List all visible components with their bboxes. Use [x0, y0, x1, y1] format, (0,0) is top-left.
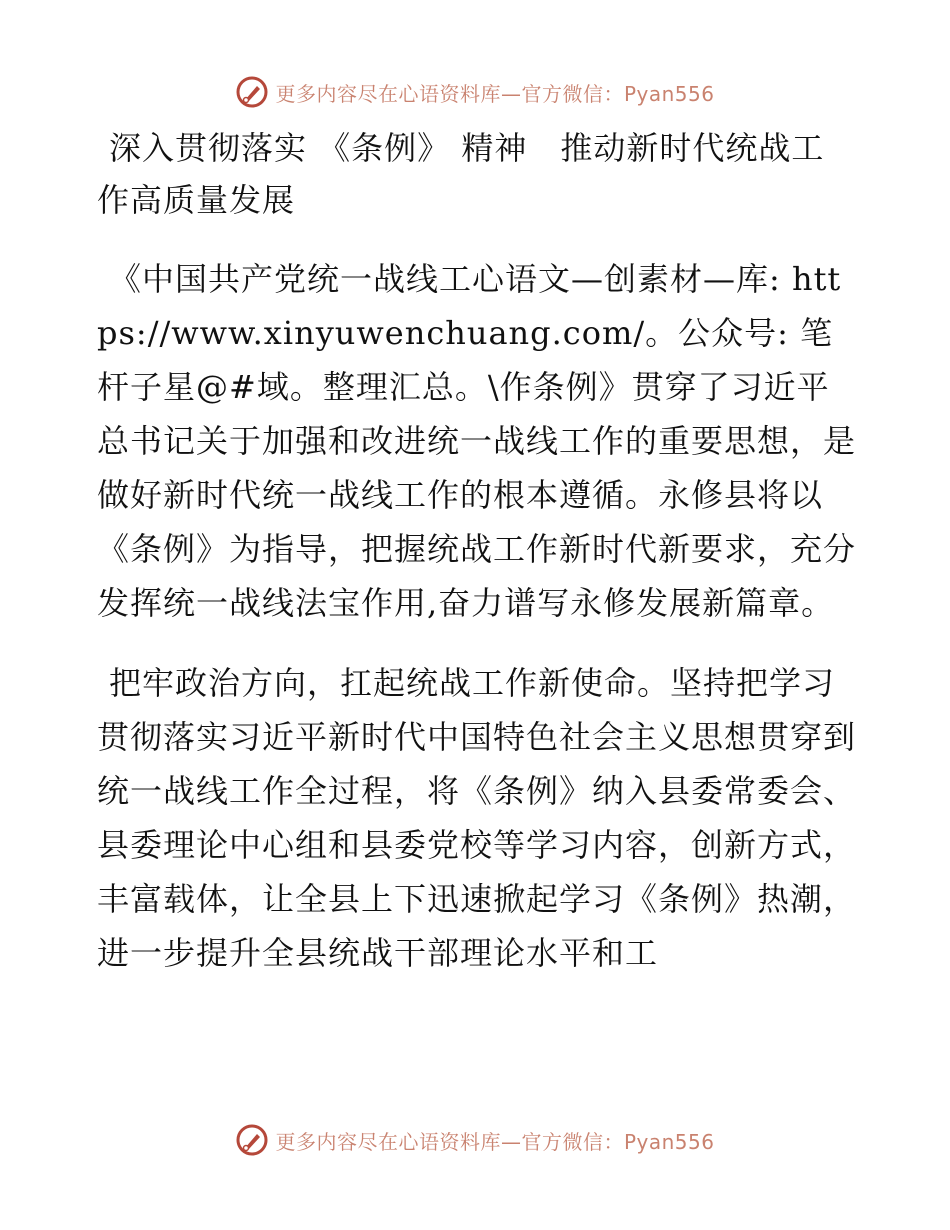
footer-watermark — [0, 1120, 950, 1160]
pen-nib-logo-icon — [235, 75, 269, 109]
document-title: 深入贯彻落实 《条例》 精神 推动新时代统战工作高质量发展 — [97, 129, 825, 219]
paragraph-2: 把牢政治方向，扛起统战工作新使命。坚持把学习贯彻落实习近平新时代中国特色社会主义思想贯穿到统一战线工作全过程，将《条例》纳入县委常委会、县委理论中心组和县委党校等学习内容，创新方式，丰富载体，让全县上下迅速掀起学习《条例》热潮，进一步提升全县统战干部理论水平和工 — [97, 664, 857, 972]
document-body — [97, 122, 857, 1006]
watermark-text: 更多内容尽在心语资料库—官方微信：Pyan556 — [275, 1129, 715, 1154]
header-watermark — [0, 72, 950, 112]
paragraph-1: 《中国共产党统一战线工心语文—创素材—库: https://www.xinyuwenchuang.com/。公众号: 笔杆子星@#域。整理汇总。\作条例》贯穿了习近平总书记关于加强和改进统一战线工作的重要思想，是做好新时代统一战线工作的根本遵循。永修县将以《条例》为指导，把握统战工作新时代新要求，充分发挥统一战线法宝作用,奋力谱写永修发展新篇章。 — [97, 260, 857, 622]
watermark-text: 更多内容尽在心语资料库—官方微信：Pyan556 — [275, 81, 715, 106]
pen-nib-logo-icon — [235, 1123, 269, 1157]
